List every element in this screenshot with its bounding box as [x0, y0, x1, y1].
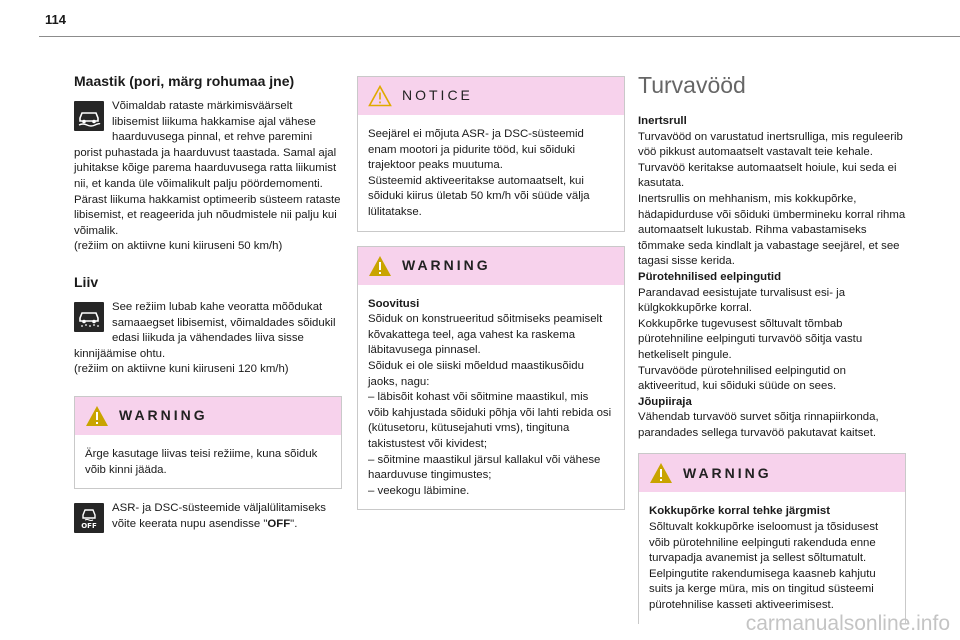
column-1 — [74, 72, 342, 535]
notice-box-header — [358, 77, 624, 115]
car-mud-icon — [74, 101, 104, 131]
liiv-text: See režiim lubab kahe veoratta mõõdukat samaaegset libisemist, võimaldades sõidukil edasi liikuda ja vähendades liiva sisse kinnijäämise ohtu. (režiim on aktiivne kuni kiiruseni 120 km/h) — [74, 300, 336, 376]
warning-box-soovitusi — [357, 246, 625, 511]
pyro-text: Parandavad eesistujate turvalisust esi- ja külgkokkupõrke korral. Kokkupõrke tugevusest sõltuvalt tõmbab pürotehniline eelpinguti turvavöö sõitja vastu hetkeliselt pingule. Turvavööde pürotehnilised eelpingutid on aktiveeritud, kui sõiduki süüde on sees. — [638, 286, 863, 393]
top-rule — [39, 36, 960, 37]
warning-title: WARNING — [119, 407, 208, 424]
warning-triangle-icon — [649, 462, 673, 484]
liiv-paragraph — [74, 300, 342, 378]
inertsrull-heading: Inertsrull — [638, 115, 687, 127]
off-paragraph — [74, 501, 342, 532]
warning-box-header — [358, 247, 624, 285]
warning-box-liiv — [74, 396, 342, 489]
notice-triangle-icon — [368, 85, 392, 107]
maastik-paragraph — [74, 99, 342, 255]
joupiiraja-heading: Jõupiiraja — [638, 395, 692, 408]
warning-box-kokkuporke — [638, 453, 906, 623]
section-heading-liiv: Liiv — [74, 273, 99, 290]
warning-subheading: Kokkupõrke korral tehke järgmist — [649, 505, 831, 518]
warning-box-header — [639, 454, 905, 492]
maastik-text: Võimaldab rataste märkimisväärselt libisemist liikuma hakkamise ajal vähese haarduvusega pinnal, et rehve paremini porist puhastada ja haarduvust taastada. Samal ajal juhitakse kõige parema haarduvusega ratta liikumist nii, et kanda üle võimalikult palju pöördemomenti. Pärast liikuma hakkamist optimeerib süsteem rataste libisemist, et reageerida juh nõudmistele nii palju kui võimalik. (režiim on aktiivne kuni kiiruseni 50 km/h) — [74, 100, 341, 253]
warning-triangle-icon — [368, 255, 392, 277]
notice-title: NOTICE — [402, 87, 473, 104]
column-2 — [357, 72, 625, 522]
asr-off-icon — [74, 503, 104, 533]
pyro-heading: Pürotehnilised eelpingutid — [638, 270, 782, 283]
warning-body — [358, 285, 624, 510]
warning-text: Sõltuvalt kokkupõrke iseloomust ja tõsidusest võib pürotehniline eelpinguti rakenduda enne turvapadja avanemist ja sellest sõltumatult. Eelpingutite rakendumisega kaasneb kahjutu suits ja kerge müra, mis on tingitud süsteemi pürotehnilise kasseti aktiveerimisest. — [649, 521, 879, 612]
svg-text:OFF: OFF — [81, 522, 97, 531]
warning-body — [639, 492, 905, 623]
inertsrull-text: Turvavööd on varustatud inertsrulliga, mis reguleerib vöö pikkust automaatselt vastavalt teie kehale. Turvavöö keritakse automaatselt hoiule, kui seda ei kasutata. Inertsrullis on mehhanism, mis kokkupõrke, hädapidurduse või sõiduki ümbermineku korral rihma automaatselt lukustab. Rihma vabastamiseks tõmmake seda kindlalt ja vabastage seejärel, et see tagasi sisse kerida. — [638, 130, 906, 268]
off-text: ASR- ja DSC-süsteemide väljalülitamiseks võite keerata nupu asendisse "OFF". — [112, 502, 326, 530]
watermark: carmanualsonline.info — [745, 612, 950, 635]
page-number: 114 — [45, 12, 66, 27]
notice-box — [357, 76, 625, 232]
warning-triangle-icon — [85, 405, 109, 427]
section-heading-maastik: Maastik (pori, märg rohumaa jne) — [74, 73, 295, 89]
joupiiraja-text: Vähendab turvavöö survet sõitja rinnapiirkonda, parandades sellega turvavöö pakutavat kaitset. — [638, 411, 879, 439]
column-3 — [638, 72, 906, 636]
warning-title: WARNING — [683, 464, 772, 481]
warning-subheading: Soovitusi — [368, 297, 420, 310]
warning-text: Sõiduk on konstrueeritud sõitmiseks peamiselt kõvakattega teel, aga vahest ka raskema läbitavusega pinnasel. Sõiduk ei ole siiski mõeldud maastikusõidu jaoks, nagu: – läbisõit kohast või sõitmine maastikul, mis võib kahjustada sõiduki põhja või lahti rebida osi (kütusetoru, kütusejahuti vms), tingituna takistustest või kividest; – sõitmine maastikul järsul kallakul või vähese haarduvuse tingimustes; – veekogu läbimine. — [368, 313, 612, 497]
page-title: Turvavööd — [638, 72, 746, 98]
warning-body: Ärge kasutage liivas teisi režiime, kuna sõiduk võib kinni jääda. — [85, 447, 318, 476]
warning-title: WARNING — [402, 256, 491, 273]
notice-body: Seejärel ei mõjuta ASR- ja DSC-süsteemid enam mootori ja pidurite tööd, kui sõiduki trajektoor peaks muutuma. Süsteemid aktiveeritakse automaatselt, kui sõiduki kiirus ületab 50 km/h või süüde välja lülitatakse. — [368, 128, 590, 218]
warning-box-header — [75, 397, 341, 435]
inertsrull-section — [638, 114, 906, 441]
car-sand-icon — [74, 302, 104, 332]
